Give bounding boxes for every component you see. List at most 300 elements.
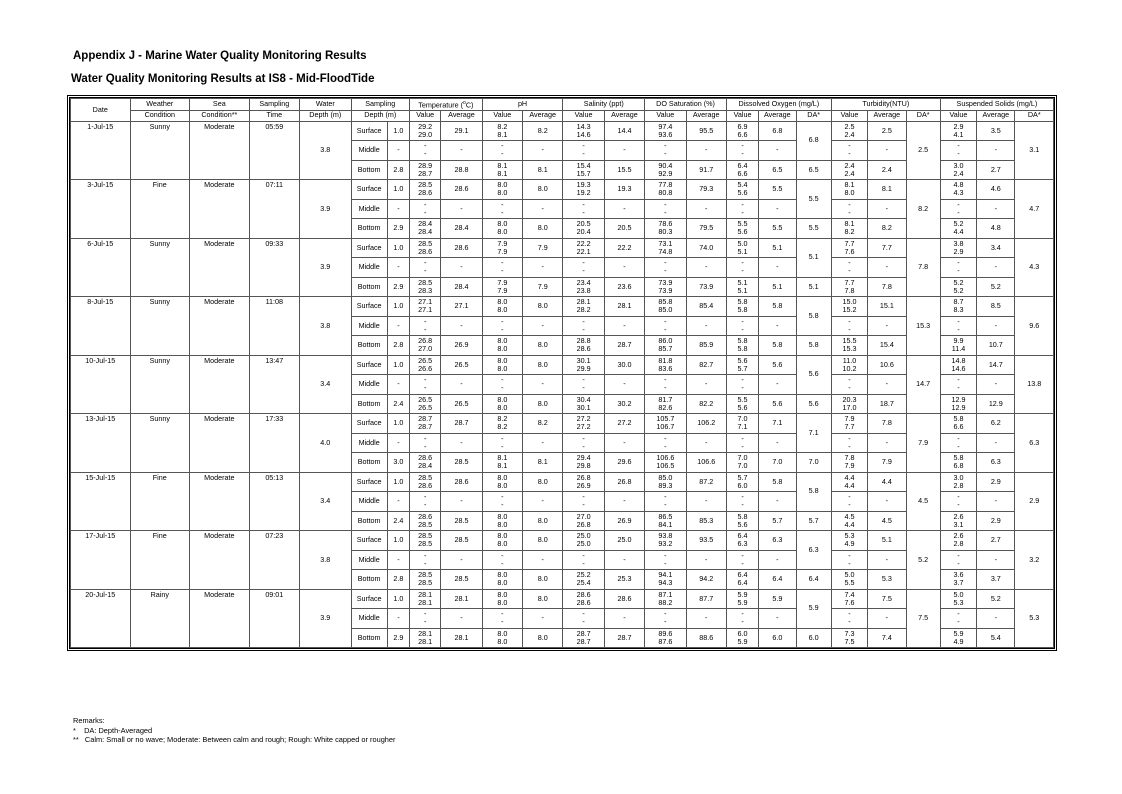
header-dissolved-oxygen-average: Average (759, 110, 796, 121)
suspended-solids-values-2: 4.9 (953, 636, 964, 646)
temperature-values (410, 492, 441, 512)
dissolved-oxygen-values (726, 589, 758, 609)
do-saturation-values-2: 83.6 (658, 363, 673, 373)
salinity-values (563, 277, 604, 297)
do-saturation-values (645, 375, 686, 395)
turbidity-values-2: 7.7 (844, 422, 855, 432)
do-saturation-average: 95.5 (686, 121, 726, 141)
dissolved-oxygen-average: 5.8 (759, 297, 796, 317)
date-cell: 6-Jul-15 (71, 238, 131, 297)
turbidity-values (831, 628, 867, 648)
suspended-solids-da: 4.3 (1015, 238, 1054, 297)
salinity-values-2: 25.0 (576, 539, 591, 549)
suspended-solids-values-1: 5.2 (953, 277, 964, 287)
weather-cell: Fine (130, 531, 190, 590)
temperature-values-2: 28.6 (418, 480, 433, 490)
temperature-values-2: 28.5 (418, 539, 433, 549)
ph-values (482, 433, 522, 453)
do-saturation-values-2: - (664, 383, 667, 393)
dissolved-oxygen-values-1: 5.5 (737, 219, 748, 229)
temperature-average: - (441, 433, 482, 453)
temperature-values (410, 180, 441, 200)
salinity-values-1: 20.5 (576, 219, 591, 229)
salinity-values-1: 30.4 (576, 394, 591, 404)
suspended-solids-values-2: - (957, 558, 960, 568)
do-saturation-values-1: - (664, 375, 667, 385)
temperature-average: 28.8 (441, 160, 482, 180)
do-saturation-values-2: 92.9 (658, 168, 673, 178)
salinity-values-1: 14.3 (576, 121, 591, 131)
ph-values-1: - (501, 258, 504, 268)
salinity-values (563, 531, 604, 551)
ph-values-2: 7.9 (497, 246, 508, 256)
temperature-values (410, 394, 441, 414)
weather-cell: Sunny (130, 355, 190, 414)
salinity-values-2: 29.9 (576, 363, 591, 373)
ph-average: 7.9 (523, 277, 563, 297)
salinity-values (563, 355, 604, 375)
do-saturation-values (645, 531, 686, 551)
suspended-solids-values (940, 316, 976, 336)
salinity-values-2: 19.2 (576, 188, 591, 198)
do-saturation-values (645, 433, 686, 453)
suspended-solids-values-2: 2.4 (953, 168, 964, 178)
ph-values (482, 277, 522, 297)
remarks-heading: Remarks: (73, 716, 105, 725)
ph-average: 8.0 (523, 531, 563, 551)
sea-condition-cell: Moderate (190, 414, 250, 473)
turbidity-average: 7.8 (868, 277, 906, 297)
layer-name-cell: Surface (351, 531, 387, 551)
dissolved-oxygen-values-2: - (741, 383, 744, 393)
salinity-values-1: 30.1 (576, 355, 591, 365)
suspended-solids-values-1: 2.6 (953, 531, 964, 541)
do-saturation-values (645, 141, 686, 161)
temperature-values-2: 28.7 (418, 168, 433, 178)
salinity-values-2: 25.4 (576, 578, 591, 588)
layer-name-cell: Bottom (351, 160, 387, 180)
sea-condition-cell: Moderate (190, 355, 250, 414)
dissolved-oxygen-values-1: 6.0 (737, 628, 748, 638)
turbidity-values-2: 2.4 (844, 168, 855, 178)
salinity-average: 28.7 (604, 628, 644, 648)
dissolved-oxygen-da-bottom: 6.0 (796, 628, 831, 648)
ph-average: 8.0 (523, 219, 563, 239)
ph-values (482, 609, 522, 629)
salinity-average: - (604, 550, 644, 570)
salinity-values-2: 30.1 (576, 402, 591, 412)
dissolved-oxygen-da-surface-middle: 6.8 (796, 121, 831, 160)
suspended-solids-values-2: 12.9 (951, 402, 966, 412)
suspended-solids-values (940, 492, 976, 512)
salinity-average: - (604, 141, 644, 161)
turbidity-average: 5.1 (868, 531, 906, 551)
salinity-values (563, 375, 604, 395)
suspended-solids-values-2: 5.3 (953, 597, 964, 607)
sampling-time-cell: 07:23 (249, 531, 299, 590)
layer-name-cell: Middle (351, 375, 387, 395)
do-saturation-average: 88.6 (686, 628, 726, 648)
sampling-depth-cell: - (387, 492, 409, 512)
temperature-values-2: 26.6 (418, 363, 433, 373)
header-row-2 (71, 110, 1054, 121)
do-saturation-values-1: - (664, 492, 667, 502)
do-saturation-values (645, 160, 686, 180)
dissolved-oxygen-values-1: - (741, 258, 744, 268)
dissolved-oxygen-da-bottom: 7.0 (796, 453, 831, 473)
remark-da: * DA: Depth-Averaged (73, 725, 153, 735)
salinity-values-1: 25.0 (576, 531, 591, 541)
do-saturation-values-1: - (664, 609, 667, 619)
ph-values-1: - (501, 141, 504, 151)
dissolved-oxygen-values-2: 5.7 (737, 363, 748, 373)
salinity-values-1: 28.6 (576, 589, 591, 599)
turbidity-values-2: 4.4 (844, 480, 855, 490)
header-do-saturation-value: Value (645, 110, 686, 121)
turbidity-values-1: 2.5 (844, 121, 855, 131)
do-saturation-average: 73.9 (686, 277, 726, 297)
sampling-depth-cell: 2.8 (387, 160, 409, 180)
salinity-values (563, 258, 604, 278)
header-water-depth: Water (300, 99, 351, 111)
temperature-values (410, 609, 441, 629)
weather-cell: Rainy (130, 589, 190, 648)
table-row (71, 355, 1054, 375)
salinity-values-2: - (582, 383, 585, 393)
ph-values-1: 8.2 (497, 121, 508, 131)
turbidity-values (831, 375, 867, 395)
turbidity-average: 10.6 (868, 355, 906, 375)
ph-values (482, 238, 522, 258)
weather-cell: Sunny (130, 121, 190, 180)
do-saturation-values-1: 89.6 (658, 628, 673, 638)
salinity-values (563, 628, 604, 648)
suspended-solids-values (940, 589, 976, 609)
suspended-solids-values-2: - (957, 324, 960, 334)
temperature-values-1: - (423, 433, 427, 443)
salinity-average: 15.5 (604, 160, 644, 180)
ph-values (482, 355, 522, 375)
turbidity-values-1: 15.5 (842, 336, 857, 346)
dissolved-oxygen-da-surface-middle: 5.8 (796, 297, 831, 336)
do-saturation-values-2: 73.9 (658, 285, 673, 295)
salinity-values-2: 27.2 (576, 422, 591, 432)
temperature-values-1: 28.5 (418, 277, 433, 287)
do-saturation-average: 87.7 (686, 589, 726, 609)
salinity-values-1: 29.4 (576, 453, 591, 463)
do-saturation-average: - (686, 199, 726, 219)
turbidity-values (831, 238, 867, 258)
salinity-average: 30.0 (604, 355, 644, 375)
layer-name-cell: Middle (351, 550, 387, 570)
suspended-solids-values-2: 8.3 (953, 305, 964, 315)
dissolved-oxygen-values (726, 609, 758, 629)
table-row (71, 531, 1054, 551)
water-depth-cell: 3.4 (300, 355, 351, 414)
sampling-depth-cell: 2.4 (387, 394, 409, 414)
ph-values-1: 8.2 (497, 414, 508, 424)
salinity-values (563, 511, 604, 531)
sampling-depth-cell: 1.0 (387, 589, 409, 609)
suspended-solids-average: - (977, 258, 1015, 278)
ph-average: 7.9 (523, 238, 563, 258)
layer-name-cell: Bottom (351, 511, 387, 531)
dissolved-oxygen-values-1: - (741, 433, 744, 443)
salinity-values-1: - (582, 433, 585, 443)
turbidity-average: - (868, 141, 906, 161)
suspended-solids-values (940, 277, 976, 297)
dissolved-oxygen-values (726, 199, 758, 219)
suspended-solids-average: 2.9 (977, 511, 1015, 531)
temperature-average: 29.1 (441, 121, 482, 141)
table-row (71, 121, 1054, 141)
dissolved-oxygen-values (726, 238, 758, 258)
salinity-values-2: - (582, 149, 585, 159)
layer-name-cell: Bottom (351, 453, 387, 473)
temperature-values-1: - (423, 550, 427, 560)
weather-cell: Sunny (130, 297, 190, 356)
sampling-depth-cell: 2.9 (387, 628, 409, 648)
suspended-solids-values-2: - (957, 149, 960, 159)
ph-values-1: - (501, 375, 504, 385)
header-ph-average: Average (523, 110, 563, 121)
salinity-values-2: - (582, 558, 585, 568)
dissolved-oxygen-da-bottom: 6.5 (796, 160, 831, 180)
ph-average: 8.0 (523, 180, 563, 200)
dissolved-oxygen-average: 7.1 (759, 414, 796, 434)
suspended-solids-da: 3.1 (1015, 121, 1054, 180)
ph-values-2: - (501, 383, 504, 393)
dissolved-oxygen-values-1: - (741, 316, 744, 326)
dissolved-oxygen-values-1: 5.7 (737, 472, 748, 482)
sampling-depth-cell: 1.0 (387, 180, 409, 200)
dissolved-oxygen-average: 5.5 (759, 180, 796, 200)
do-saturation-average: 93.5 (686, 531, 726, 551)
temperature-values (410, 219, 441, 239)
turbidity-average: 2.5 (868, 121, 906, 141)
ph-values-1: - (501, 433, 504, 443)
salinity-values (563, 199, 604, 219)
do-saturation-values-1: - (664, 258, 667, 268)
suspended-solids-average: 3.7 (977, 570, 1015, 590)
dissolved-oxygen-values-1: 6.4 (737, 160, 748, 170)
dissolved-oxygen-values-2: 5.6 (737, 519, 748, 529)
do-saturation-values-1: 105.7 (656, 414, 675, 424)
salinity-values-2: - (582, 617, 585, 627)
ph-average: 8.0 (523, 511, 563, 531)
dissolved-oxygen-values (726, 180, 758, 200)
ph-values (482, 472, 522, 492)
ph-values-1: - (501, 492, 504, 502)
suspended-solids-values (940, 355, 976, 375)
sampling-depth-cell: 1.0 (387, 531, 409, 551)
suspended-solids-values-2: 3.1 (953, 519, 964, 529)
salinity-values (563, 141, 604, 161)
sampling-depth-cell: - (387, 199, 409, 219)
salinity-values (563, 550, 604, 570)
dissolved-oxygen-average: 6.0 (759, 628, 796, 648)
do-saturation-average: 106.2 (686, 414, 726, 434)
temperature-values (410, 316, 441, 336)
suspended-solids-average: - (977, 141, 1015, 161)
sampling-depth-cell: 1.0 (387, 472, 409, 492)
dissolved-oxygen-average: 5.8 (759, 336, 796, 356)
do-saturation-values (645, 394, 686, 414)
layer-name-cell: Surface (351, 238, 387, 258)
turbidity-average: 7.4 (868, 628, 906, 648)
do-saturation-values-1: 85.0 (658, 472, 673, 482)
ph-values-1: 8.1 (497, 160, 508, 170)
weather-cell: Fine (130, 180, 190, 239)
header-date: Date (71, 99, 131, 122)
table-row (71, 414, 1054, 434)
dissolved-oxygen-average: 5.1 (759, 277, 796, 297)
temperature-average: 28.1 (441, 589, 482, 609)
temperature-values-2: 27.1 (418, 305, 433, 315)
ph-average: 8.1 (523, 160, 563, 180)
temperature-values-2: - (423, 617, 427, 627)
suspended-solids-average: 6.3 (977, 453, 1015, 473)
ph-values-2: 8.0 (497, 188, 508, 198)
do-saturation-average: - (686, 316, 726, 336)
salinity-values-1: 26.8 (576, 472, 591, 482)
salinity-values-2: 28.2 (576, 305, 591, 315)
salinity-average: 19.3 (604, 180, 644, 200)
turbidity-values (831, 414, 867, 434)
salinity-values-1: 25.2 (576, 570, 591, 580)
dissolved-oxygen-average: 5.9 (759, 589, 796, 609)
turbidity-values-1: 5.0 (844, 570, 855, 580)
dissolved-oxygen-values-2: - (741, 500, 744, 510)
do-saturation-values-2: 87.6 (658, 636, 673, 646)
ph-values (482, 628, 522, 648)
salinity-values-1: - (582, 550, 585, 560)
turbidity-da: 2.5 (906, 121, 940, 180)
salinity-values-2: 26.8 (576, 519, 591, 529)
suspended-solids-values-1: - (957, 316, 960, 326)
do-saturation-average: 87.2 (686, 472, 726, 492)
dissolved-oxygen-da-surface-middle: 5.8 (796, 472, 831, 511)
do-saturation-average: - (686, 609, 726, 629)
salinity-values-1: - (582, 258, 585, 268)
do-saturation-values-1: 90.4 (658, 160, 673, 170)
do-saturation-values-1: - (664, 316, 667, 326)
temperature-average: - (441, 609, 482, 629)
suspended-solids-values-1: 3.8 (953, 238, 964, 248)
temperature-average: - (441, 258, 482, 278)
sea-condition-cell: Moderate (190, 180, 250, 239)
dissolved-oxygen-values (726, 550, 758, 570)
ph-values-2: 8.0 (497, 480, 508, 490)
do-saturation-values-2: 93.6 (658, 129, 673, 139)
temperature-values-1: 29.2 (418, 121, 433, 131)
dissolved-oxygen-values-2: 6.0 (737, 480, 748, 490)
suspended-solids-values-1: 3.0 (953, 472, 964, 482)
ph-average: 8.2 (523, 121, 563, 141)
temperature-values-1: 28.9 (418, 160, 433, 170)
suspended-solids-values-2: 6.6 (953, 422, 964, 432)
temperature-average: 26.5 (441, 355, 482, 375)
dissolved-oxygen-values-1: - (741, 492, 744, 502)
salinity-values (563, 160, 604, 180)
salinity-values-1: - (582, 316, 585, 326)
turbidity-values-1: - (848, 433, 851, 443)
turbidity-average: 8.1 (868, 180, 906, 200)
turbidity-average: - (868, 375, 906, 395)
dissolved-oxygen-values (726, 628, 758, 648)
do-saturation-values (645, 414, 686, 434)
temperature-values-1: 28.5 (418, 531, 433, 541)
header-turbidity-value: Value (831, 110, 867, 121)
suspended-solids-average: 12.9 (977, 394, 1015, 414)
weather-cell: Sunny (130, 238, 190, 297)
do-saturation-average: 94.2 (686, 570, 726, 590)
weather-cell: Fine (130, 472, 190, 531)
ph-values-1: 8.0 (497, 180, 508, 190)
ph-values-1: 8.0 (497, 472, 508, 482)
layer-name-cell: Middle (351, 316, 387, 336)
header-dissolved-oxygen: Dissolved Oxygen (mg/L) (726, 99, 831, 111)
salinity-values-1: - (582, 199, 585, 209)
salinity-values-2: - (582, 207, 585, 217)
salinity-average: - (604, 433, 644, 453)
dissolved-oxygen-values-1: 5.8 (737, 336, 748, 346)
remark-calm: ** Calm: Small or no wave; Moderate: Between calm and rough; Rough: White capped or rougher (73, 735, 396, 745)
header-row-1 (71, 99, 1054, 111)
dissolved-oxygen-average: - (759, 492, 796, 512)
ph-average: - (523, 199, 563, 219)
do-saturation-average: 91.7 (686, 160, 726, 180)
layer-name-cell: Middle (351, 199, 387, 219)
dissolved-oxygen-values-1: - (741, 375, 744, 385)
temperature-values-2: 28.3 (418, 285, 433, 295)
dissolved-oxygen-average: - (759, 550, 796, 570)
do-saturation-values-1: 86.5 (658, 511, 673, 521)
suspended-solids-average: - (977, 609, 1015, 629)
do-saturation-values (645, 258, 686, 278)
do-saturation-values-2: - (664, 266, 667, 276)
dissolved-oxygen-values-1: - (741, 550, 744, 560)
dissolved-oxygen-da-bottom: 5.5 (796, 219, 831, 239)
suspended-solids-values-1: 8.7 (953, 297, 964, 307)
ph-average: - (523, 609, 563, 629)
temperature-values-1: 28.5 (418, 180, 433, 190)
dissolved-oxygen-values-2: 6.6 (737, 168, 748, 178)
do-saturation-values-1: 77.8 (658, 180, 673, 190)
sampling-depth-cell: - (387, 258, 409, 278)
temperature-values (410, 531, 441, 551)
dissolved-oxygen-values-1: 5.0 (737, 238, 748, 248)
do-saturation-values-2: 85.0 (658, 305, 673, 315)
suspended-solids-average: - (977, 375, 1015, 395)
dissolved-oxygen-values-1: 6.9 (737, 121, 748, 131)
suspended-solids-values (940, 433, 976, 453)
turbidity-average: - (868, 316, 906, 336)
sampling-depth-cell: 2.9 (387, 277, 409, 297)
header-salinity: Salinity (ppt) (563, 99, 645, 111)
turbidity-values (831, 219, 867, 239)
salinity-average: - (604, 258, 644, 278)
temperature-values-2: - (423, 149, 427, 159)
ph-values-1: 8.0 (497, 297, 508, 307)
do-saturation-values-2: 84.1 (658, 519, 673, 529)
temperature-values (410, 589, 441, 609)
ph-average: - (523, 141, 563, 161)
do-saturation-values-1: 85.8 (658, 297, 673, 307)
dissolved-oxygen-da-bottom: 5.7 (796, 511, 831, 531)
dissolved-oxygen-average: 5.6 (759, 394, 796, 414)
do-saturation-values-1: 87.1 (658, 589, 673, 599)
